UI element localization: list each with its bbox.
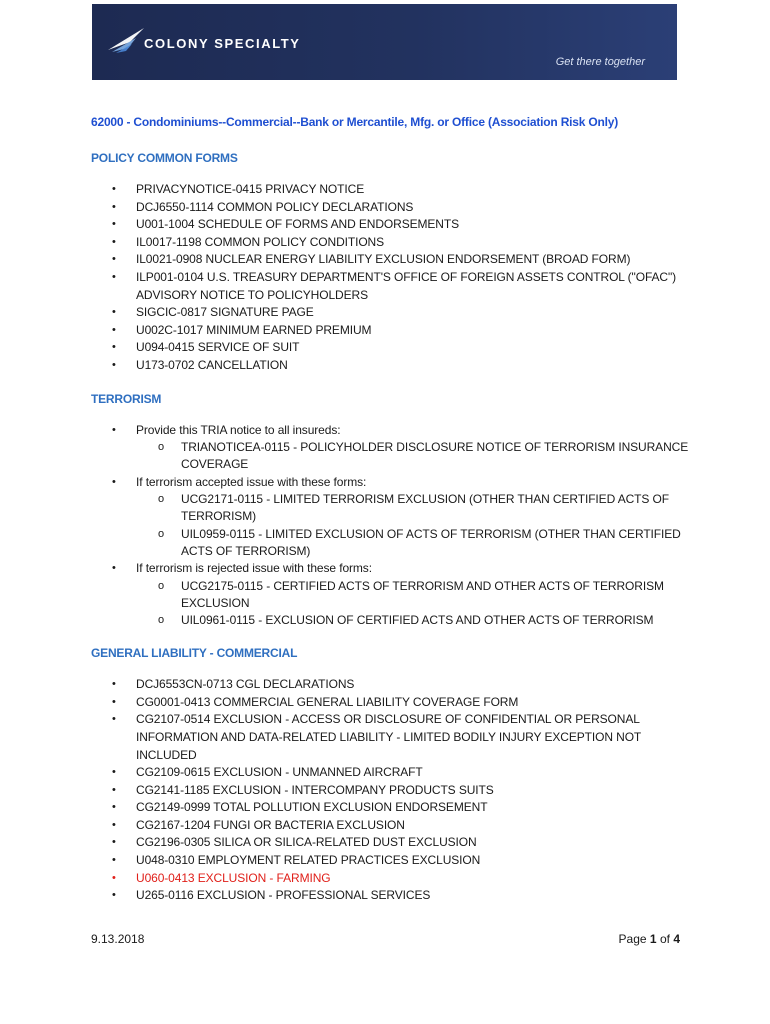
highlighted-list-item: • U060-0413 EXCLUSION - FARMING: [91, 870, 691, 888]
list-item: • PRIVACYNOTICE-0415 PRIVACY NOTICE: [91, 181, 691, 199]
list-item: • U173-0702 CANCELLATION: [91, 357, 691, 375]
list-item: • U265-0116 EXCLUSION - PROFESSIONAL SERVICES: [91, 887, 691, 905]
page-total: 4: [673, 932, 680, 946]
sub-list: [136, 578, 691, 630]
brand-tagline: Get there together: [555, 56, 645, 68]
list-item: • U001-1004 SCHEDULE OF FORMS AND ENDORSEMENTS: [91, 216, 691, 234]
list-item-text: Provide this TRIA notice to all insureds:: [136, 422, 341, 437]
list-item: • DCJ6553CN-0713 CGL DECLARATIONS: [91, 676, 691, 694]
list-item: • SIGCIC-0817 SIGNATURE PAGE: [91, 304, 691, 322]
sub-list-item: o UCG2171-0115 - LIMITED TERRORISM EXCLUSION (OTHER THAN CERTIFIED ACTS OF TERRORISM): [136, 491, 691, 525]
terrorism-list: [91, 422, 691, 630]
page-current: 1: [649, 932, 657, 946]
page-number: [619, 932, 680, 946]
list-item: • U048-0310 EMPLOYMENT RELATED PRACTICES EXCLUSION: [91, 852, 691, 870]
general-liability-list: [91, 676, 691, 905]
list-item: • CG2196-0305 SILICA OR SILICA-RELATED DUST EXCLUSION: [91, 834, 691, 852]
general-liability-heading: GENERAL LIABILITY - COMMERCIAL: [91, 646, 298, 661]
list-item-text: If terrorism accepted issue with these forms:: [136, 474, 367, 489]
list-item: • ILP001-0104 U.S. TREASURY DEPARTMENT'S OFFICE OF FOREIGN ASSETS CONTROL ("OFAC") ADVISORY NOTICE TO POLICYHOLDERS: [91, 269, 691, 304]
document-body: [91, 110, 691, 905]
list-item: [91, 560, 691, 629]
sub-list: [136, 491, 691, 560]
list-item: [91, 474, 691, 560]
page-of: of: [659, 932, 670, 946]
list-item: • IL0017-1198 COMMON POLICY CONDITIONS: [91, 234, 691, 252]
sub-list-item: o TRIANOTICEA-0115 - POLICYHOLDER DISCLOSURE NOTICE OF TERRORISM INSURANCE COVERAGE: [136, 439, 691, 473]
list-item: • CG2167-1204 FUNGI OR BACTERIA EXCLUSION: [91, 817, 691, 835]
list-item: • CG2107-0514 EXCLUSION - ACCESS OR DISCLOSURE OF CONFIDENTIAL OR PERSONAL INFORMATION AND DATA-RELATED LIABILITY - LIMITED BODILY INJURY EXCEPTION NOT INCLUDED: [91, 711, 691, 764]
list-item: • U094-0415 SERVICE OF SUIT: [91, 339, 691, 357]
list-item: • DCJ6550-1114 COMMON POLICY DECLARATIONS: [91, 199, 691, 217]
sub-list-item: o UIL0959-0115 - LIMITED EXCLUSION OF ACTS OF TERRORISM (OTHER THAN CERTIFIED ACTS OF TERRORISM): [136, 526, 691, 560]
colony-wing-logo-icon: [106, 26, 146, 54]
terrorism-heading: TERRORISM: [91, 391, 162, 406]
list-item: • CG2141-1185 EXCLUSION - INTERCOMPANY PRODUCTS SUITS: [91, 782, 691, 800]
sub-list: [136, 439, 691, 473]
policy-forms-list: [91, 181, 691, 375]
list-item: • CG0001-0413 COMMERCIAL GENERAL LIABILITY COVERAGE FORM: [91, 694, 691, 712]
header-banner: [92, 4, 677, 80]
list-item: • IL0021-0908 NUCLEAR ENERGY LIABILITY EXCLUSION ENDORSEMENT (BROAD FORM): [91, 251, 691, 269]
document-title: 62000 - Condominiums--Commercial--Bank or Mercantile, Mfg. or Office (Association Risk Only): [91, 115, 619, 129]
list-item: • CG2109-0615 EXCLUSION - UNMANNED AIRCRAFT: [91, 764, 691, 782]
sub-list-item: o UCG2175-0115 - CERTIFIED ACTS OF TERRORISM AND OTHER ACTS OF TERRORISM EXCLUSION: [136, 578, 691, 612]
policy-common-forms-heading: POLICY COMMON FORMS: [91, 151, 238, 165]
list-item: • U002C-1017 MINIMUM EARNED PREMIUM: [91, 322, 691, 340]
list-item: • CG2149-0999 TOTAL POLLUTION EXCLUSION ENDORSEMENT: [91, 799, 691, 817]
brand-name: COLONY SPECIALTY: [144, 36, 301, 51]
list-item-text: If terrorism is rejected issue with these forms:: [136, 560, 372, 575]
sub-list-item: o UIL0961-0115 - EXCLUSION OF CERTIFIED ACTS AND OTHER ACTS OF TERRORISM: [136, 612, 691, 629]
list-item: [91, 422, 691, 474]
footer-date: 9.13.2018: [91, 932, 145, 946]
page-word: Page: [618, 932, 647, 946]
